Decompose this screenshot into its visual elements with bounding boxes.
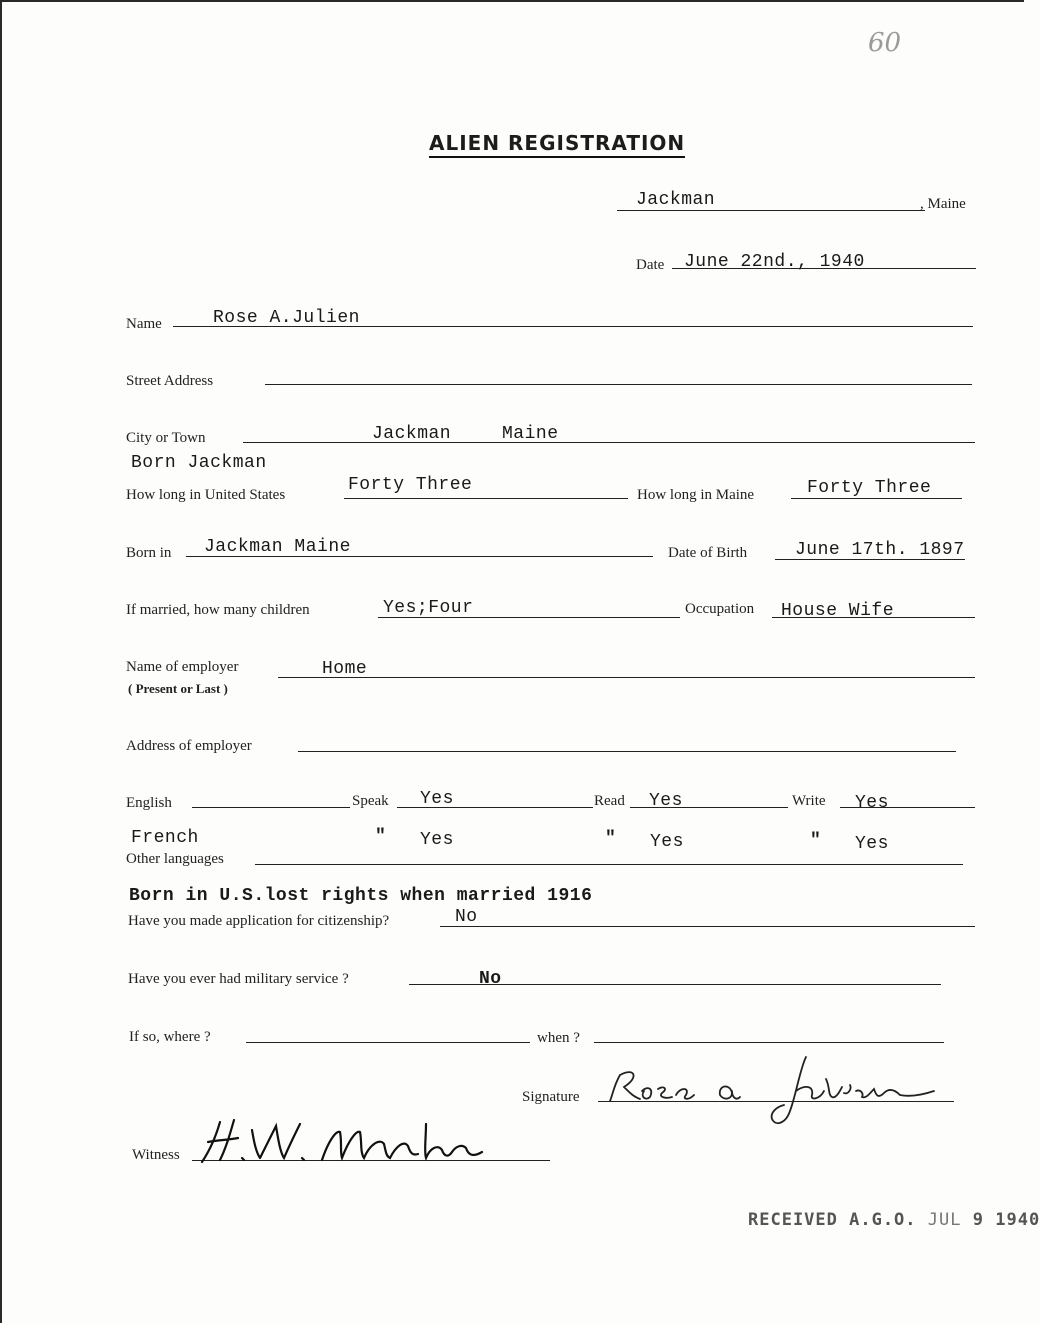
english-read-value: Yes — [649, 791, 683, 811]
stamp-text: RECEIVED A.G.O. — [748, 1210, 917, 1230]
name-line — [173, 326, 973, 327]
ditto-speak: " — [375, 827, 387, 847]
place-value: Jackman — [636, 190, 716, 210]
city-value: Jackman — [372, 424, 452, 444]
how-long-us-label: How long in United States — [126, 487, 286, 503]
read-label: Read — [594, 793, 625, 809]
children-line — [378, 617, 680, 618]
employer-label: Name of employer — [126, 659, 239, 675]
english-label: English — [126, 795, 172, 811]
name-value: Rose A.Julien — [213, 308, 360, 328]
stamp-day: 9 — [972, 1210, 984, 1230]
employer-line — [278, 677, 975, 678]
when-line — [594, 1042, 944, 1043]
how-long-us-line — [344, 498, 628, 499]
how-long-maine-line — [791, 498, 962, 499]
military-line — [409, 984, 941, 985]
citizenship-label: Have you made application for citizenship? — [128, 913, 390, 929]
received-stamp — [748, 1210, 1040, 1230]
ditto-write: " — [810, 831, 822, 851]
date-label: Date — [636, 257, 665, 273]
born-in-line — [186, 556, 653, 557]
form-title: ALIEN REGISTRATION — [429, 131, 685, 158]
occupation-label: Occupation — [685, 601, 755, 617]
place-suffix: , Maine — [920, 196, 966, 212]
name-label: Name — [126, 316, 162, 332]
born-note: Born Jackman — [131, 453, 267, 473]
date-value: June 22nd., 1940 — [684, 252, 865, 272]
date-of-birth-value: June 17th. 1897 — [795, 540, 965, 560]
english-line — [192, 807, 350, 808]
employer-value: Home — [322, 659, 368, 679]
where-line — [246, 1042, 530, 1043]
citizenship-line — [440, 926, 975, 927]
speak-line — [397, 807, 593, 808]
page-left-edge — [0, 0, 2, 1323]
write-line — [840, 807, 975, 808]
born-in-label: Born in — [126, 545, 172, 561]
other-speak-value: Yes — [420, 830, 454, 850]
other-language-name: French — [131, 828, 199, 848]
occupation-line — [772, 617, 975, 618]
city-line — [243, 442, 975, 443]
military-value: No — [479, 969, 502, 989]
where-label: If so, where ? — [129, 1029, 211, 1045]
employer-address-label: Address of employer — [126, 738, 252, 754]
witness-signature-image — [190, 1112, 500, 1172]
other-languages-label: Other languages — [126, 851, 224, 867]
street-address-label: Street Address — [126, 373, 214, 389]
how-long-maine-label: How long in Maine — [637, 487, 755, 503]
speak-label: Speak — [352, 793, 389, 809]
date-of-birth-label: Date of Birth — [668, 545, 748, 561]
occupation-value: House Wife — [781, 601, 895, 621]
street-address-line — [265, 384, 972, 385]
signature-image — [600, 1055, 940, 1135]
date-of-birth-line — [775, 559, 965, 560]
other-write-value: Yes — [855, 834, 889, 854]
stamp-year: 1940 — [995, 1210, 1040, 1230]
citizenship-note: Born in U.S.lost rights when married 1916 — [129, 886, 593, 906]
employer-sublabel: ( Present or Last ) — [128, 681, 228, 696]
how-long-us-value: Forty Three — [348, 475, 473, 495]
when-label: when ? — [537, 1030, 580, 1046]
english-speak-value: Yes — [420, 789, 454, 809]
other-languages-line — [255, 864, 963, 865]
write-label: Write — [792, 793, 826, 809]
ditto-read: " — [605, 829, 617, 849]
date-line — [672, 268, 976, 269]
place-line — [617, 210, 925, 211]
born-in-value: Jackman Maine — [204, 537, 351, 557]
city-label: City or Town — [126, 430, 206, 446]
other-read-value: Yes — [650, 832, 684, 852]
read-line — [630, 807, 788, 808]
witness-label: Witness — [132, 1147, 180, 1163]
city-state-value: Maine — [502, 424, 559, 444]
how-long-maine-value: Forty Three — [807, 478, 932, 498]
english-write-value: Yes — [855, 793, 889, 813]
citizenship-value: No — [455, 907, 478, 927]
military-label: Have you ever had military service ? — [128, 971, 349, 987]
stamp-month: JUL — [927, 1210, 962, 1230]
page-top-edge — [0, 0, 1024, 2]
corner-number-mark: 60 — [868, 28, 902, 58]
signature-label: Signature — [522, 1089, 580, 1105]
employer-address-line — [298, 751, 956, 752]
children-label: If married, how many children — [126, 602, 310, 618]
children-value: Yes;Four — [383, 598, 474, 618]
